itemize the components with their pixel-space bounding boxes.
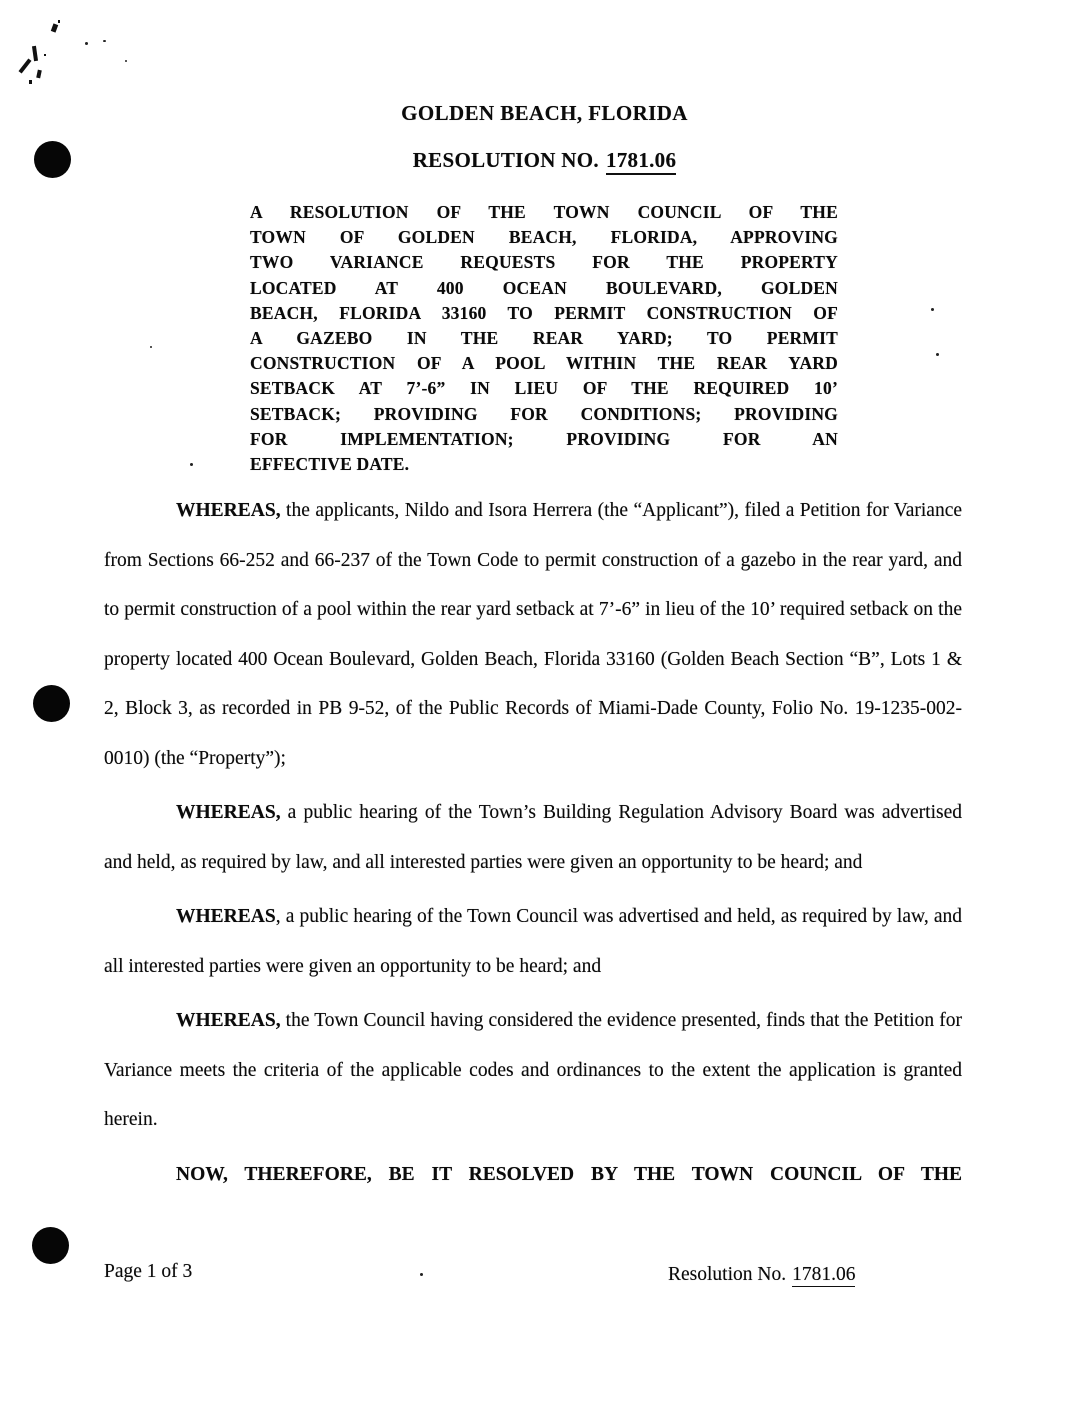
hole-punch-mark-bottom (32, 1227, 69, 1264)
page-number: Page 1 of 3 (104, 1261, 193, 1282)
title-block-line: BEACH, FLORIDA 33160 TO PERMIT CONSTRUCTION OF (250, 302, 838, 323)
title-block-line: EFFECTIVE DATE. (250, 454, 410, 475)
whereas-lead: WHEREAS (176, 906, 276, 927)
resolution-body (104, 486, 962, 1204)
title-block-line: SETBACK; PROVIDING FOR CONDITIONS; PROVIDING (250, 403, 838, 424)
whereas-lead: WHEREAS, (176, 802, 281, 823)
resolution-title-block (250, 200, 838, 477)
footer-resolution-reference (668, 1264, 855, 1286)
title-block-line: CONSTRUCTION OF A POOL WITHIN THE REAR YARD (250, 353, 838, 374)
footer-resolution-number: 1781.06 (792, 1264, 856, 1285)
paragraph-text: a public hearing of the Town’s Building Regulation Advisory Board was advertised and held, as required by law, and all interested parties were given an opportunity to be heard; and (104, 802, 962, 873)
title-block-line: A RESOLUTION OF THE TOWN COUNCIL OF THE (250, 202, 838, 222)
whereas-paragraph-2 (104, 788, 962, 887)
title-block-line: TOWN OF GOLDEN BEACH, FLORIDA, APPROVING (250, 227, 838, 248)
title-block-line: FOR IMPLEMENTATION; PROVIDING FOR AN (250, 428, 838, 449)
title-block-line: LOCATED AT 400 OCEAN BOULEVARD, GOLDEN (250, 277, 838, 298)
resolution-heading-label: RESOLUTION NO. (412, 148, 599, 172)
resolution-heading (0, 148, 1089, 173)
city-header: GOLDEN BEACH, FLORIDA (401, 101, 688, 125)
whereas-paragraph-1 (104, 486, 962, 783)
resolution-heading-number: 1781.06 (606, 148, 676, 175)
whereas-lead: WHEREAS, (176, 1010, 281, 1031)
hole-punch-mark-middle (33, 685, 70, 722)
paragraph-text: the Town Council having considered the evidence presented, finds that the Petition for Variance meets the criteria of the applicable codes and ordinances to the extent the application is granted herein. (104, 1010, 962, 1130)
footer-resolution-label: Resolution No. (668, 1264, 787, 1285)
whereas-paragraph-3 (104, 892, 962, 991)
title-block-line: A GAZEBO IN THE REAR YARD; TO PERMIT (250, 328, 838, 349)
title-block-line: SETBACK AT 7’-6” IN LIEU OF THE REQUIRED 10’ (250, 378, 838, 399)
paragraph-text: , a public hearing of the Town Council was advertised and held, as required by law, and all interested parties were given an opportunity to be heard; and (104, 906, 962, 977)
resolved-clause: NOW, THEREFORE, BE IT RESOLVED BY THE TOWN COUNCIL OF THE (176, 1163, 962, 1185)
title-block-line: TWO VARIANCE REQUESTS FOR THE PROPERTY (250, 252, 838, 273)
whereas-paragraph-4 (104, 996, 962, 1145)
paragraph-text: the applicants, Nildo and Isora Herrera (the “Applicant”), filed a Petition for Variance from Sections 66-252 and 66-237 of the Town Code to permit construction of a gazebo in the rear yard, and to permit construction of a pool within the rear yard setback at 7’-6” in lieu of the 10’ required setback on the property located 400 Ocean Boulevard, Golden Beach, Florida 33160 (Golden Beach Section “B”, Lots 1 & 2, Block 3, as recorded in PB 9-52, of the Public Records of Miami-Dade County, Folio No. 19-1235-002-0010) (the “Property”); (104, 500, 962, 769)
whereas-lead: WHEREAS, (176, 500, 281, 521)
